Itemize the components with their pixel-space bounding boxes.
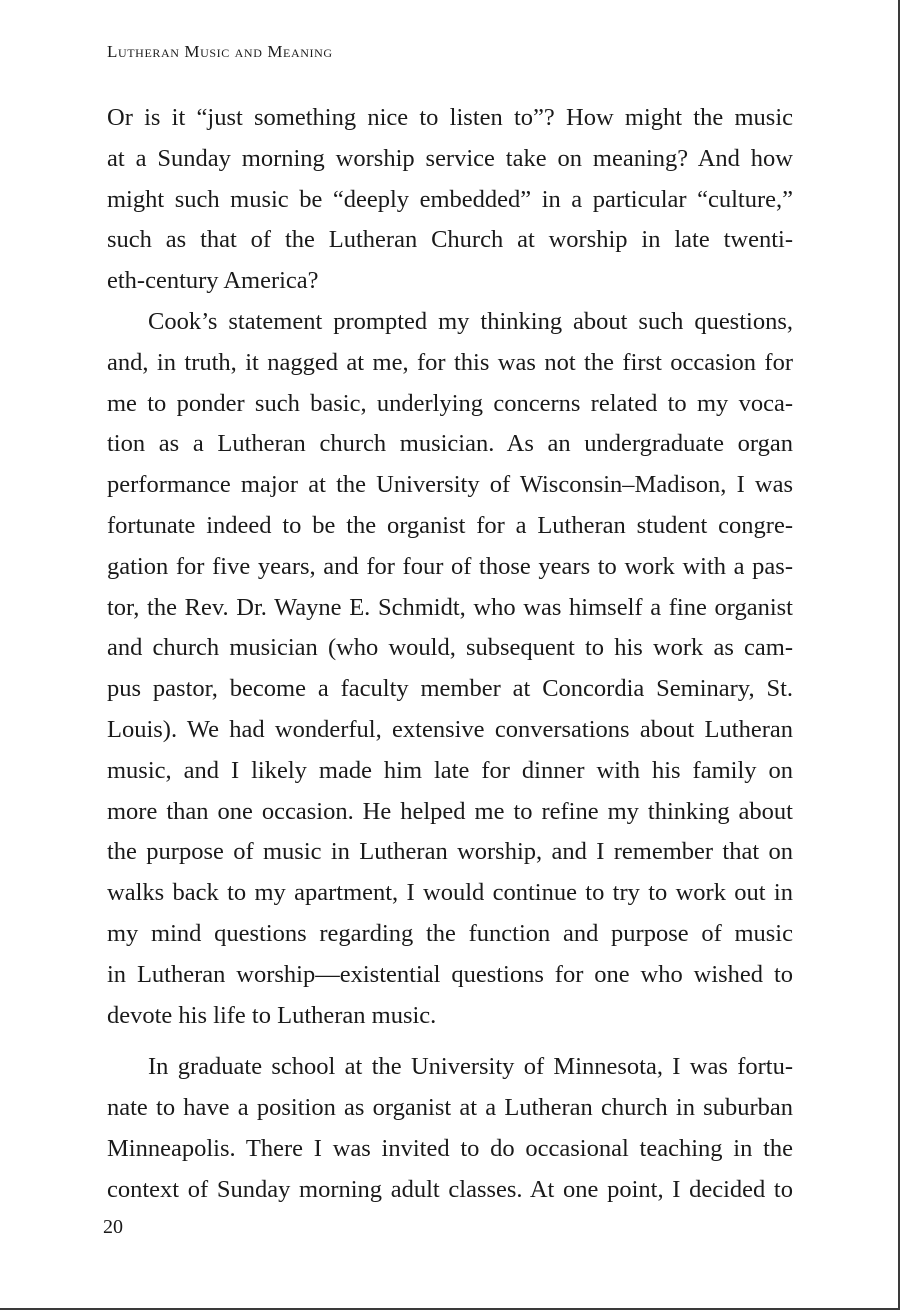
text-line: context of Sunday morning adult classes. At one point, I decided to	[107, 1175, 793, 1203]
text-line: such as that of the Lutheran Church at worship in late twenti-	[107, 226, 793, 254]
text-line: fortunate indeed to be the organist for a Lutheran student congre-	[107, 511, 793, 539]
text-line: Louis). We had wonderful, extensive conversations about Lutheran	[107, 715, 793, 743]
text-line: pus pastor, become a faculty member at Concordia Seminary, St.	[107, 675, 793, 703]
text-line: Cook’s statement prompted my thinking about such questions,	[148, 307, 793, 335]
page-number: 20	[103, 1216, 123, 1238]
text-line: nate to have a position as organist at a Lutheran church in suburban	[107, 1094, 793, 1122]
text-line: the purpose of music in Lutheran worship, and I remember that on	[107, 838, 793, 866]
text-line: In graduate school at the University of Minnesota, I was fortu-	[148, 1053, 793, 1081]
text-line: me to ponder such basic, underlying concerns related to my voca-	[107, 389, 793, 417]
text-line: might such music be “deeply embedded” in a particular “culture,”	[107, 185, 793, 213]
text-line: devote his life to Lutheran music.	[107, 1001, 437, 1029]
text-line: tor, the Rev. Dr. Wayne E. Schmidt, who was himself a fine organist	[107, 593, 793, 621]
text-line: eth-century America?	[107, 267, 319, 295]
text-line: and, in truth, it nagged at me, for this was not the first occasion for	[107, 348, 793, 376]
paragraph-spacer	[107, 1036, 793, 1047]
text-line: more than one occasion. He helped me to refine my thinking about	[107, 797, 793, 825]
text-line: my mind questions regarding the function and purpose of music	[107, 919, 793, 947]
text-line: and church musician (who would, subsequent to his work as cam-	[107, 634, 793, 662]
paragraph-3	[107, 1047, 793, 1210]
text-line: gation for five years, and for four of those years to work with a pas-	[107, 552, 793, 580]
text-line: Or is it “just something nice to listen to”? How might the music	[107, 104, 793, 131]
text-line: tion as a Lutheran church musician. As an undergraduate organ	[107, 430, 793, 458]
running-head: Lutheran Music and Meaning	[107, 42, 333, 61]
text-line: at a Sunday morning worship service take on meaning? And how	[107, 144, 793, 172]
text-line: walks back to my apartment, I would continue to try to work out in	[107, 879, 793, 907]
text-line: in Lutheran worship—existential questions for one who wished to	[107, 960, 793, 988]
paragraph-2	[107, 302, 793, 1036]
text-line: music, and I likely made him late for dinner with his family on	[107, 756, 793, 784]
text-line: Minneapolis. There I was invited to do occasional teaching in the	[107, 1134, 793, 1162]
body-text	[107, 98, 793, 1211]
paragraph-1	[107, 98, 793, 302]
text-line: performance major at the University of Wisconsin–Madison, I was	[107, 471, 793, 499]
